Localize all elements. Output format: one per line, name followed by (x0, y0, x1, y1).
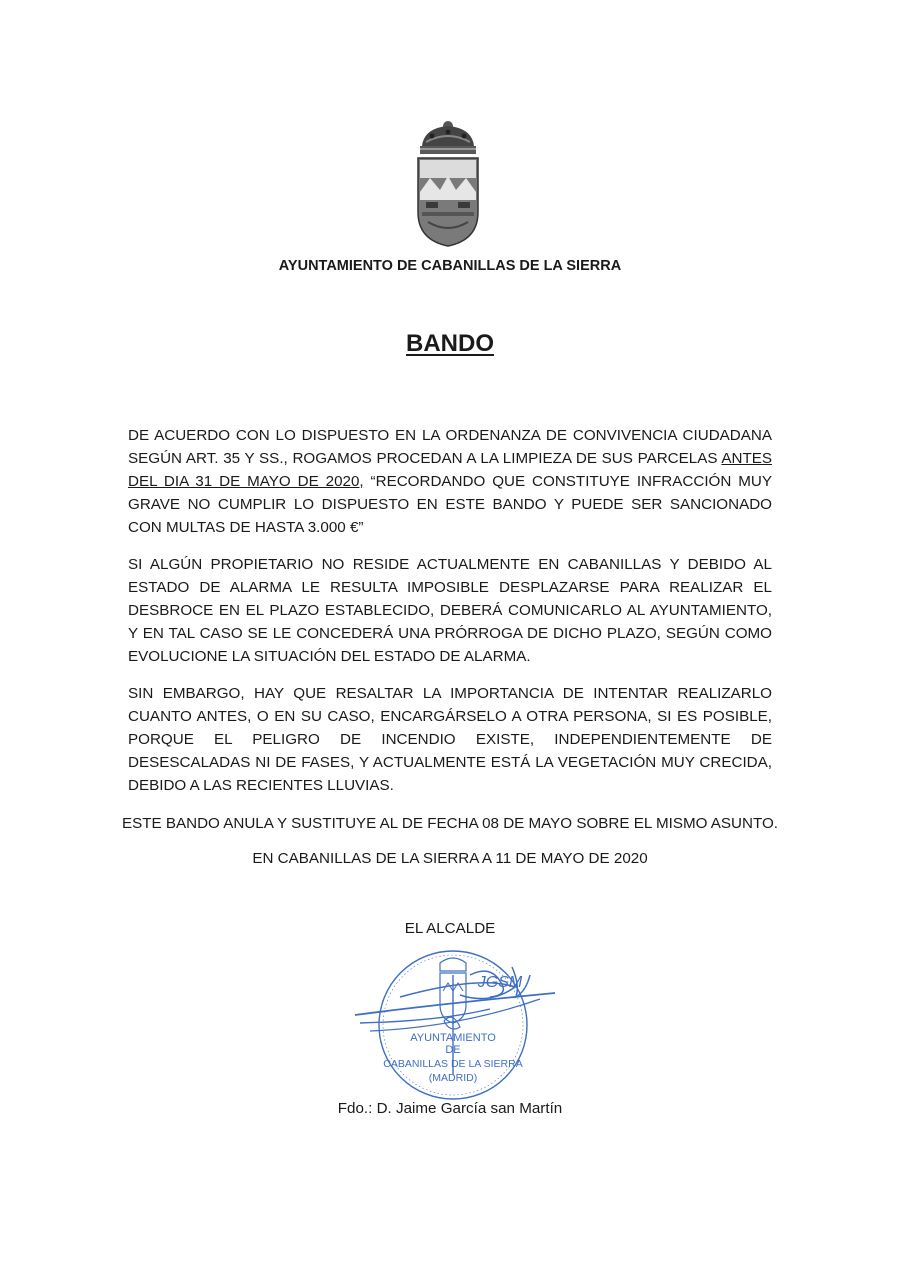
document-title: BANDO (406, 330, 494, 357)
coat-of-arms-icon (408, 112, 488, 248)
organization-name: AYUNTAMIENTO DE CABANILLAS DE LA SIERRA (278, 258, 622, 274)
paragraph-3: SIN EMBARGO, HAY QUE RESALTAR LA IMPORTANCIA DE INTENTAR REALIZARLO CUANTO ANTES, O EN SU CASO, ENCARGÁRSELO A OTRA PERSONA, SI ES POSIBLE, PORQUE EL PELIGRO DE INCENDIO EXISTE, INDEPENDIENTEMENTE DE DESESCALADAS NI DE FASES, Y ACTUALMENTE ESTÁ LA VEGETACIÓN MUY CRECIDA, DEBIDO A LAS RECIENTES LLUVIAS. (128, 685, 772, 794)
document-body (128, 424, 772, 811)
stamp-initials: JGSM (477, 974, 523, 991)
paragraph-1 (128, 424, 772, 539)
official-stamp-signature (340, 935, 570, 1105)
signed-by: Fdo.: D. Jaime García san Martín (337, 1100, 563, 1117)
annul-note: ESTE BANDO ANULA Y SUSTITUYE AL DE FECHA 08 DE MAYO SOBRE EL MISMO ASUNTO. (121, 815, 779, 832)
paragraph-1-part-2: “RECORDANDO QUE CONSTITUYE INFRACCIÓN MUY GRAVE NO CUMPLIR LO DISPUESTO EN ESTE BANDO Y PUEDE SER SANCIONADO CON MULTAS DE HASTA 3.000 €” (128, 473, 773, 536)
paragraph-2: SI ALGÚN PROPIETARIO NO RESIDE ACTUALMENTE EN CABANILLAS Y DEBIDO AL ESTADO DE ALARMA LE RESULTA IMPOSIBLE DESPLAZARSE PARA REALIZAR EL DESBROCE EN EL PLAZO ESTABLECIDO, DEBERÁ COMUNICARLO AL AYUNTAMIENTO, Y EN TAL CASO SE LE CONCEDERÁ UNA PRÓRROGA DE DICHO PLAZO, SEGÚN COMO EVOLUCIONE LA SITUACIÓN DEL ESTADO DE ALARMA. (128, 556, 772, 665)
paragraph-1-part-1: DE ACUERDO CON LO DISPUESTO EN LA ORDENANZA DE CONVIVENCIA CIUDADANA SEGÚN ART. 35 Y SS., ROGAMOS PROCEDAN A LA LIMPIEZA DE SUS PARCELAS (128, 427, 772, 467)
stamp-line-2: DE (445, 1044, 461, 1056)
stamp-line-3: CABANILLAS DE LA SIERRA (383, 1058, 523, 1070)
stamp-line-4: (MADRID) (428, 1072, 478, 1084)
stamp-line-1: AYUNTAMIENTO (410, 1032, 496, 1044)
signature-role: EL ALCALDE (404, 920, 496, 937)
deadline-underlined: ANTES DEL DIA 31 DE MAYO DE 2020, (128, 450, 772, 490)
place-date: EN CABANILLAS DE LA SIERRA A 11 DE MAYO DE 2020 (252, 850, 648, 867)
